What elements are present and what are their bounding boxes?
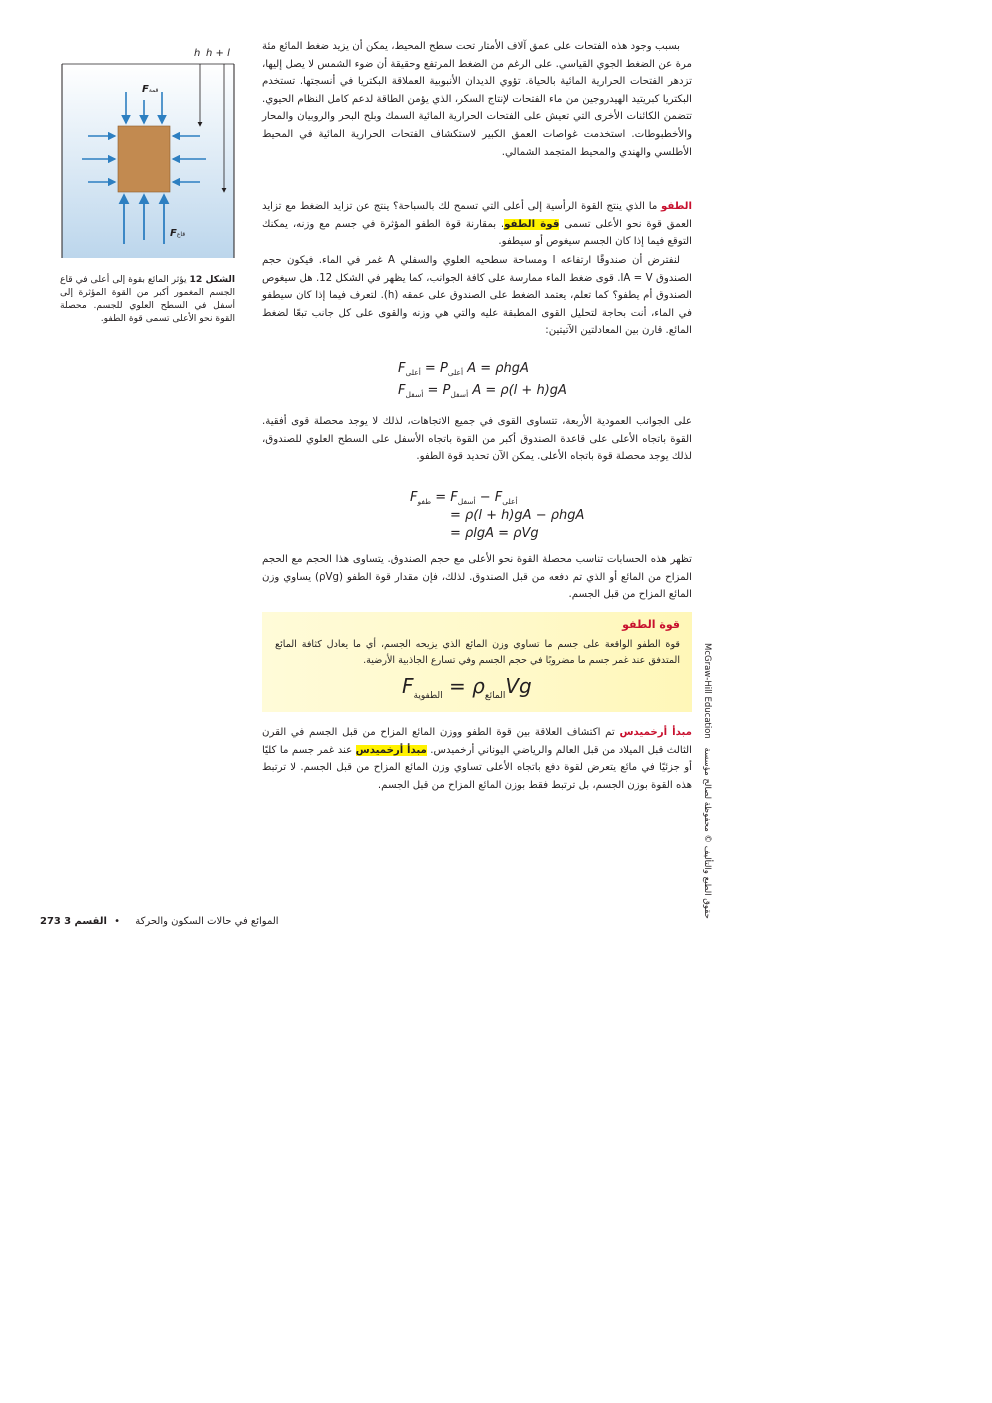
caption-text: يؤثر المائع بقوة إلى أعلى في قاع الجسم المغمور أكبر من القوة المؤثرة إلى أسفل في السطح العلوي للجسم. محصلة القوة نحو الأعلى تسمى قوة الطفو. xyxy=(59,274,235,324)
concept-box-formula: $F_{الطفوية} = \rho_{المائع}Vg$ xyxy=(402,674,532,701)
chapter-title: الموائع في حالات السكون والحركة xyxy=(135,916,279,927)
brand-text: McGraw-Hill Education xyxy=(702,643,712,739)
copyright-sidebar xyxy=(702,643,722,919)
keyword-archimedes: مبدأ أرخميدس xyxy=(619,727,692,738)
paragraph-volume: تظهر هذه الحسابات تناسب محصلة القوة نحو الأعلى مع حجم الصندوق. يتساوى هذا الحجم مع الحجم المزاح من المائع أو الذي تم دفعه من قبل الصندوق. لذلك، فإن مقدار قوة الطفو (ρVg) يساوي وزن المائع المزاح من قبل الجسم. xyxy=(262,554,692,601)
equation-bottom-force: $F_{أسفل} = P_{أسفل}$ A = ρ(l + h)gA xyxy=(398,383,567,399)
equation-buoyant-derivation: $F_{طفو} = F_{أسفل} - F_{أعلى}$ xyxy=(410,490,518,506)
page-footer: 273 الموائع في حالات السكون والحركة • القسم 3 xyxy=(40,916,279,927)
label-f-top: Fقمة xyxy=(142,84,159,95)
rights-text: حقوق الطبع والتأليف © محفوظة لصالح مؤسسة xyxy=(702,747,712,919)
equation-derivation-line-3: = ρlgA = ρVg xyxy=(450,526,539,541)
highlight-archimedes: مبدأ أرخميدس xyxy=(355,744,427,756)
unit-label: القسم 3 xyxy=(64,916,107,927)
concept-box-title: قوة الطفو xyxy=(622,618,680,631)
highlight-buoyant-force: قوة الطفو xyxy=(504,218,560,230)
figure-caption xyxy=(60,273,235,325)
keyword-buoyancy: الطفو xyxy=(661,201,692,212)
page-number: 273 xyxy=(40,916,61,927)
concept-box-text: قوة الطفو الواقعة على جسم ما تساوي وزن المائع الذي يزيحه الجسم، أي ما يعادل كثافة المائع المتدفق عند غمر جسم ما مضروبًا في حجم الجسم وفي تسارع الجاذبية الأرضية. xyxy=(275,639,680,666)
paragraph-vents: بسبب وجود هذه الفتحات على عمق آلاف الأمتار تحت سطح المحيط، يمكن أن يزيد ضغط المائع مئة مرة عن الضغط الجوي القياسي. على الرغم من الضغط المرتفع وحقيقة أن ضوء الشمس لا يصل إليها، تزدهر الفتحات الحرارية المائية بالحياة. تؤوي الديدان الأنبوبية العملاقة البكتريا في أنسجتها. تستخدم البكتريا كبريتيد الهيدروجين من ماء الفتحات لإنتاج السكر، الذي يؤمن الطاقة لدعم كامل النظام الحيوي. تتضمن الكائنات الأخرى التي تعيش على الفتحات الحرارية المائية السمك وبلح البحر والروبيان والمحار والأخطبوطات. استخدمت غواصات العمق الكبير لاستكشاف الفتحات الحرارية المائية في المحيط الأطلسي والهندي والمحيط المتجمد الشمالي. xyxy=(262,41,692,158)
concept-box-buoyant-force xyxy=(262,612,692,712)
equation-derivation-line-2: = ρ(l + h)gA − ρhgA xyxy=(450,508,585,523)
label-h: h xyxy=(194,48,201,59)
submerged-box xyxy=(118,126,170,192)
caption-number: الشكل 12 xyxy=(189,274,235,285)
label-f-bottom: Fقاع xyxy=(170,228,186,239)
paragraph-buoyancy: الطفو ما الذي ينتج القوة الرأسية إلى أعلى التي تسمح لك بالسباحة؟ ينتج عن تزايد الضغط مع تزايد العمق قوة نحو الأعلى تسمى قوة الطفو. بمقارنة قوة الطفو المؤثرة في جسم مع وزنه، يمكنك التوقع فيما إذا كان الجسم سيغوص أو سيطفو. xyxy=(262,201,692,248)
paragraph-net-force: على الجوانب العمودية الأربعة، تتساوى القوى في جميع الاتجاهات، لذلك لا يوجد محصلة قوى أفقية. القوة باتجاه الأعلى على قاعدة الصندوق أكبر من القوة باتجاه الأسفل على السطح العلوي للصندوق، لذلك يوجد محصلة قوة باتجاه الأعلى. يمكن الآن تحديد قوة الطفو. xyxy=(262,416,692,463)
label-h-plus-l: h + l xyxy=(206,48,230,59)
equation-top-force: $F_{أعلى} = P_{أعلى}$ A = ρhgA xyxy=(398,361,529,377)
buoyancy-diagram xyxy=(60,44,238,259)
paragraph-archimedes: مبدأ أرخميدس تم اكتشاف العلاقة بين قوة الطفو ووزن المائع المزاح من قبل الجسم في القرن الثالث قبل الميلاد من قبل العالم والرياضي اليوناني أرخميدس. مبدأ أرخميدس عند غمر جسم ما كليًا أو جزئيًا في مائع يتعرض لقوة دفع باتجاه الأعلى تساوي وزن المائع المزاح من قبل الجسم. لا ترتبط هذه القوة بوزن الجسم، بل ترتبط فقط بوزن المائع المزاح من قبل الجسم. xyxy=(262,727,692,791)
figure-12 xyxy=(60,44,238,259)
paragraph-box-analysis: لنفترض أن صندوقًا ارتفاعه l ومساحة سطحيه العلوي والسفلي A غمر في الماء. فيكون حجم الصندوق lA = V. قوى ضغط الماء ممارسة على كافة الجوانب، كما يظهر في الشكل 12. هل سيغوص الصندوق أم يطفو؟ كما تعلم، يعتمد الضغط على الصندوق على عمقه (h). لتعرف فيما إذا كان سيطفو في الماء، أنت بحاجة لتحليل القوى المطبقة عليه والتي هي وزنه والقوى على كل جانب تبعًا لضغط المائع. قارن بين المعادلتين الآتيتين: xyxy=(262,255,692,337)
